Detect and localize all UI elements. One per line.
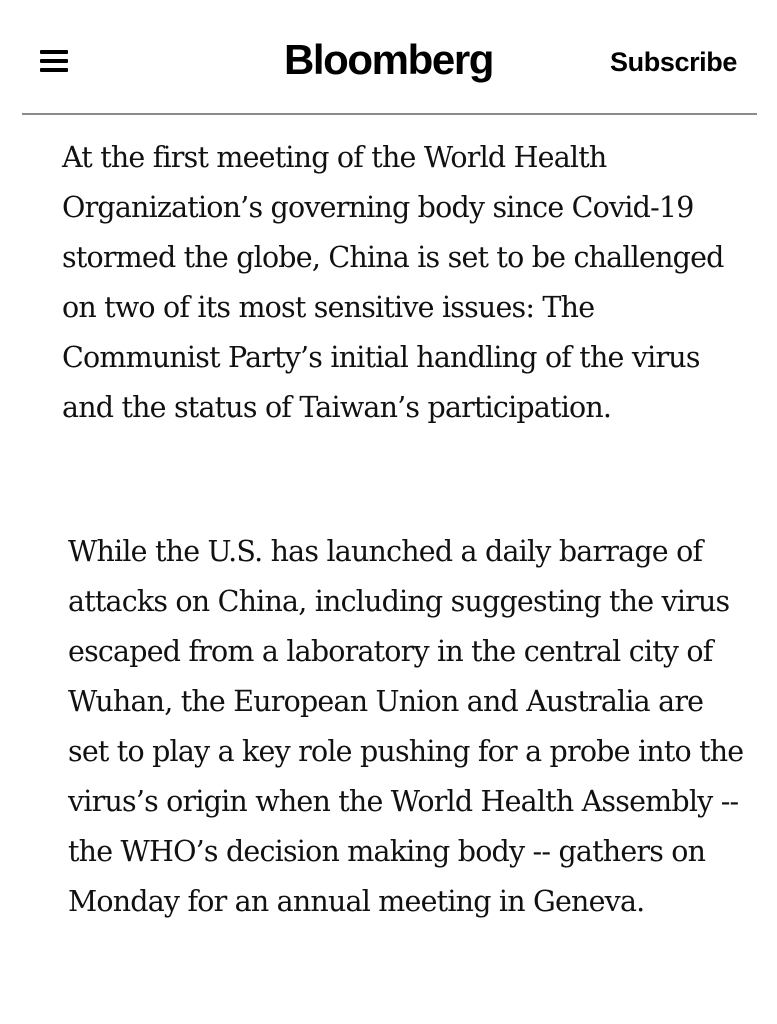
top-header <box>0 0 777 114</box>
article-paragraph-2: While the U.S. has launched a daily barrage of attacks on China, including suggesting the virus escaped from a laboratory in the central city of Wuhan, the European Union and Australia are set to play a key role pushing for a probe into the virus’s origin when the World Health Assembly -- the WHO’s decision making body -- gathers on Monday for an annual meeting in Geneva. <box>68 535 744 918</box>
subscribe-link[interactable]: Subscribe <box>610 47 737 77</box>
article-paragraph-1: At the first meeting of the World Health Organization’s governing body since Covid-19 stormed the globe, China is set to be challenged on two of its most sensitive issues: The Communist Party’s initial handling of the virus and the status of Taiwan’s participation. <box>62 141 724 424</box>
site-logo[interactable]: Bloomberg <box>283 36 494 83</box>
header-divider <box>22 113 757 115</box>
